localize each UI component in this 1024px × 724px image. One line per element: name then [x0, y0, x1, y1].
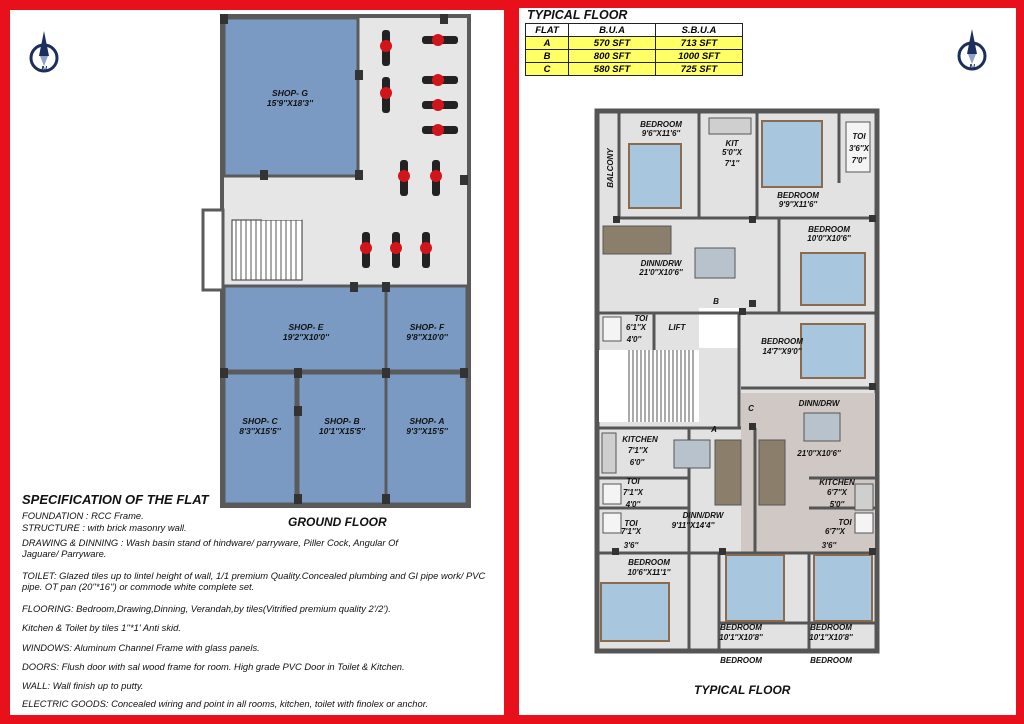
table-cell: B: [526, 50, 569, 63]
dinn-a-size: 9'11''X14'4'': [671, 521, 715, 530]
shop-b-name: SHOP- B: [324, 416, 360, 426]
bedroom-bottom-left-label: BEDROOM: [720, 656, 762, 665]
kitchen-a-size-1: 7'1''X: [628, 446, 648, 455]
bed-icon: [801, 324, 865, 378]
shop-b-size: 10'1''X15'5'': [318, 426, 366, 436]
table-cell: 1000 SFT: [656, 50, 743, 63]
typical-floor-heading: TYPICAL FLOOR: [527, 8, 628, 22]
spec-flooring: FLOORING: Bedroom,Drawing,Dinning, Verandah,by tiles(Vitrified premium quality 2'/2').: [22, 603, 391, 614]
toi-top-size-2: 7'0'': [851, 156, 867, 165]
flat-c-label: C: [748, 404, 754, 413]
kit-b-label: KIT: [725, 139, 739, 148]
bedroom-1-label: BEDROOM: [640, 120, 682, 129]
table-cell: 800 SFT: [569, 50, 656, 63]
bedroom-7-size: 10'1''X10'8'': [809, 633, 853, 642]
kitchen-a-size-2: 6'0'': [629, 458, 645, 467]
table-cell: C: [526, 63, 569, 76]
toi-a1-size-2: 4'0'': [625, 500, 641, 509]
spec-toilet: TOILET: Glazed tiles up to lintel height of wall, 1/1 premium Quality.Concealed plumbing and GI pipe work/ PVC pipe. OT pan (20''*16'') or commode white complete set.: [22, 570, 486, 592]
ground-floor-title: GROUND FLOOR: [288, 515, 387, 529]
lift-label: LIFT: [668, 323, 686, 332]
kitchen-c-label: KITCHEN: [819, 478, 855, 487]
bed-icon: [814, 555, 872, 621]
shop-g-name: SHOP- G: [272, 88, 308, 98]
toi-c-size-2: 3'6'': [821, 541, 837, 550]
toi-b2-size-2: 4'0'': [626, 335, 642, 344]
bed-icon: [601, 583, 669, 641]
bedroom-bottom-right-label: BEDROOM: [810, 656, 852, 665]
toi-a2-label: TOI: [624, 519, 638, 528]
table-cell: 713 SFT: [656, 37, 743, 50]
kitchen-a-label: KITCHEN: [622, 435, 658, 444]
shop-c: [224, 373, 296, 504]
balcony-label: BALCONY: [606, 148, 615, 188]
bedroom-2-size: 9'9''X11'6'': [778, 200, 818, 209]
typical-floor-panel: [519, 8, 1016, 715]
spec-doors: DOORS: Flush door with sal wood frame for room. High grade PVC Door in Toilet & Kitchen.: [22, 661, 405, 672]
spec-kitchen-toilet: Kitchen & Toilet by tiles 1''*1' Anti skid.: [22, 622, 181, 633]
col-sbua: S.B.U.A: [656, 24, 743, 37]
toi-c-size-1: 6'7''X: [825, 527, 845, 536]
bedroom-4-label: BEDROOM: [761, 337, 803, 346]
shop-a-size: 9'3''X15'5'': [406, 426, 448, 436]
spec-electric: ELECTRIC GOODS: Concealed wiring and point in all rooms, kitchen, toilet with finolex or anchor.: [22, 698, 429, 709]
toi-a1-size-1: 7'1''X: [623, 488, 643, 497]
bedroom-4-size: 14'7''X9'0'': [762, 347, 802, 356]
bed-icon: [801, 253, 865, 305]
dinn-c-label: DINN/DRW: [798, 399, 840, 408]
kitchen-c-size-1: 6'7''X: [827, 488, 847, 497]
kitchen-c-size-2: 5'0'': [829, 500, 845, 509]
spec-wall: WALL: Wall finish up to putty.: [22, 680, 144, 691]
toi-b2-label: TOI: [634, 314, 648, 323]
bedroom-3-size: 10'0''X10'6'': [807, 234, 851, 243]
toi-a1-label: TOI: [626, 477, 640, 486]
shop-f-size: 9'8''X10'0'': [406, 332, 448, 342]
shop-e-size: 19'2''X10'0'': [282, 332, 330, 342]
bedroom-5-size: 10'6''X11'1'': [627, 568, 671, 577]
bedroom-7-label: BEDROOM: [810, 623, 852, 632]
kit-b-size-1: 5'0''X: [722, 148, 742, 157]
dinn-c-size: 21'0''X10'6'': [797, 449, 841, 458]
typical-floor-plan: [519, 8, 1016, 715]
col-flat: FLAT: [526, 24, 569, 37]
table-cell: 725 SFT: [656, 63, 743, 76]
shop-g-size: 15'9''X18'3'': [266, 98, 314, 108]
shop-a: [386, 373, 467, 504]
col-bua: B.U.A: [569, 24, 656, 37]
spec-structure: STRUCTURE : with brick masonry wall.: [22, 522, 187, 533]
bedroom-6-label: BEDROOM: [720, 623, 762, 632]
bedroom-3-label: BEDROOM: [808, 225, 850, 234]
typical-floor-title: TYPICAL FLOOR: [694, 683, 791, 697]
ground-floor-panel: [10, 10, 504, 715]
toi-top-size-1: 3'6''X: [849, 144, 869, 153]
compass-label: N: [969, 63, 975, 72]
spec-foundation: FOUNDATION : RCC Frame.: [22, 510, 144, 521]
flat-b-label: B: [713, 297, 719, 306]
flat-a-label: A: [711, 425, 717, 434]
table-cell: 580 SFT: [569, 63, 656, 76]
shop-c-name: SHOP- C: [242, 416, 278, 426]
kit-b-size-2: 7'1'': [724, 159, 740, 168]
shop-e-name: SHOP- E: [288, 322, 324, 332]
shop-c-size: 8'3''X15'5'': [239, 426, 281, 436]
shop-a-name: SHOP- A: [409, 416, 445, 426]
toi-c-label: TOI: [838, 518, 852, 527]
toi-top-label: TOI: [852, 132, 866, 141]
bedroom-1-size: 9'6''X11'6'': [641, 129, 681, 138]
bedroom-6-size: 10'1''X10'8'': [719, 633, 763, 642]
dinn-b-size: 21'0''X10'6'': [639, 268, 683, 277]
toi-b2-size-1: 6'1''X: [626, 323, 646, 332]
table-cell: 570 SFT: [569, 37, 656, 50]
bed-icon: [762, 121, 822, 187]
dinn-b-label: DINN/DRW: [640, 259, 682, 268]
compass-icon: [959, 29, 985, 72]
toi-a2-size-2: 3'6'': [623, 541, 639, 550]
bed-icon: [629, 144, 681, 208]
toi-a2-size-1: 7'1''X: [621, 527, 641, 536]
spec-windows: WINDOWS: Aluminum Channel Frame with glass panels.: [22, 642, 260, 653]
table-cell: A: [526, 37, 569, 50]
compass-label: N: [41, 65, 47, 74]
shop-b: [298, 373, 386, 504]
bedroom-2-label: BEDROOM: [777, 191, 819, 200]
dinn-a-label: DINN/DRW: [682, 511, 724, 520]
bed-icon: [726, 555, 784, 621]
spec-drawing-dinning: DRAWING & DINNING : Wash basin stand of hindware/ parryware, Piller Cock, Angular Of Jaguare/ Parryware.: [22, 537, 398, 559]
stair-landing: [203, 210, 223, 290]
bedroom-5-label: BEDROOM: [628, 558, 670, 567]
compass-icon: [31, 31, 57, 74]
specification-title: SPECIFICATION OF THE FLAT: [22, 492, 209, 507]
shop-f-name: SHOP- F: [409, 322, 445, 332]
